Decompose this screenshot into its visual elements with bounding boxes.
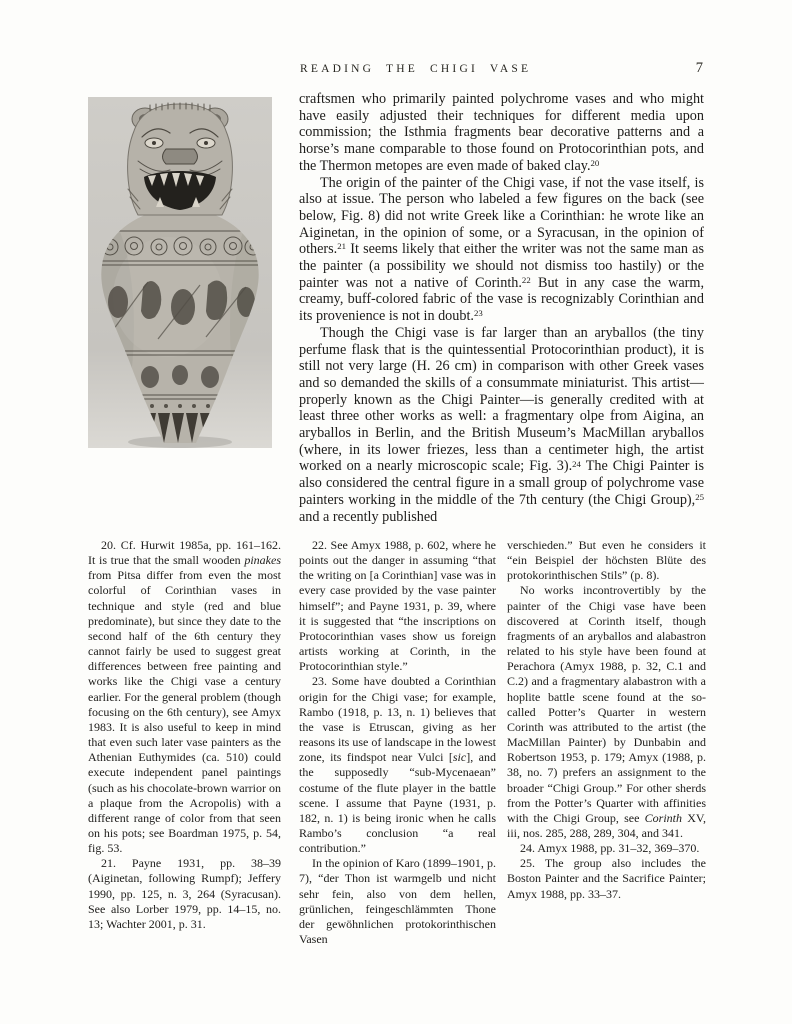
vase-illustration bbox=[88, 97, 272, 448]
footnote-22: 22. See Amyx 1988, p. 602, where he points out the danger in assuming “that the writing on [a Corinthian] vase was in every case provided by the vase painter himself”; and Payne 1931, p. 39, where it is suggested that “the inscriptions on Protocorinthian vases show us foreign artists working at Corinth, in the Protocorinthian style.” bbox=[299, 538, 496, 674]
body-text bbox=[299, 91, 704, 525]
footnote-column-1 bbox=[88, 538, 281, 932]
footnote-23: 23. Some have doubted a Corinthian origin for the Chigi vase; for example, Rambo (1918, p. 13, n. 1) believes that the vase is Etruscan, giving as her reasons its use of landscape in the lowest zone, its findspot near Vulci [sic], and the supposedly “sub-Mycenaean” costume of the flute player in the battle scene. I assume that Payne (1931, p. 182, n. 1) is being ironic when he calls Rambo’s conclusion “a real contribution.” bbox=[299, 674, 496, 856]
footnote-25: 25. The group also includes the Boston Painter and the Sacrifice Painter; Amyx 1988, pp. 33–37. bbox=[507, 856, 706, 901]
footnote-column-3 bbox=[507, 538, 706, 902]
body-paragraph: craftsmen who primarily painted polychrome vases and who might have easily adjusted their techniques for different media upon commission; the Isthmia fragments bear decorative patterns and a horse’s mane comparable to those found on Protocorinthian pots, and the Thermon metopes are even made of baked clay.$^{20}$ bbox=[299, 91, 704, 174]
running-head: READING THE CHIGI VASE bbox=[300, 63, 532, 75]
footnote-23-continuation: verschieden.” But even he considers it “ein Beispiel der höchsten Blüte des protokorinthischen Stils” (p. 8). bbox=[507, 538, 706, 583]
vase-photo bbox=[88, 97, 272, 448]
footnote-24: 24. Amyx 1988, pp. 31–32, 369–370. bbox=[520, 841, 700, 856]
footnote-23-continuation-2: No works incontrovertibly by the painter of the Chigi vase have been discovered at Corinth itself, though fragments of an aryballos and alabastron related to his style have been found at Perachora (Amyx 1988, p. 32, C.1 and C.2) and a fragmentary alabastron with a hoplite battle scene found at the so-called Potter’s Quarter in western Corinth was attributed to the artist (the MacMillan Painter) by Dunbabin and Robertson 1953, p. 179; Amyx (1988, p. 38, no. 7) prefers an assignment to the broader “Chigi Group.” For other sherds from the Potter’s Quarter with affinities with the Chigi Group, see Corinth XV, iii, nos. 285, 288, 289, 304, and 341. bbox=[507, 583, 706, 840]
lion-head bbox=[128, 103, 233, 215]
footnote-21: 21. Payne 1931, pp. 38–39 (Aiginetan, following Rumpf); Jeffery 1990, pp. 125, n. 3, 264 (Syracusan). See also Lorber 1979, pp. 14–15, no. 13; Wachter 2001, p. 31. bbox=[88, 856, 281, 931]
body-paragraph: Though the Chigi vase is far larger than an aryballos (the tiny perfume flask that is the quintessential Protocorinthian product), it is still not very large (H. 26 cm) in comparison with other Greek vases and so demanded the skills of a consummate miniaturist. This artist—properly known as the Chigi Painter—is generally credited with at least three other works as well: a fragmentary olpe from Aigina, an aryballos in Berlin, and the British Museum’s MacMillan aryballos (where, in its lower friezes, less than a centimeter high, the artist worked on a nearly microscopic scale; Fig. 3).$^{24}$ The Chigi Painter is also considered the central figure in a small group of polychrome vase painters working in the middle of the 7th century (the Chigi Group),$^{25}$ and a recently published bbox=[299, 324, 705, 525]
footnote-column-2 bbox=[299, 538, 496, 947]
page-number: 7 bbox=[695, 60, 703, 76]
footnote-20: 20. Cf. Hurwit 1985a, pp. 161–162. It is true that the small wooden pinakes from Pitsa differ from even the most colorful of Corinthian vases in technique and style (red and blue predominate), but since they date to the second half of the 6th century they cannot fairly be used to suggest great differences between free painting and works like the Chigi vase a century earlier. For the general problem (though focusing on the 6th century), see Amyx 1983. It is also useful to keep in mind that even such later vase painters as the Athenian Euthymides (ca. 510) could execute independent panel paintings (such as his chocolate-brown warrior on a plaque from the Acropolis) with a different range of color from that seen on his pots; see Boardman 1975, p. 54, fig. 53. bbox=[88, 538, 281, 856]
body-paragraph: The origin of the painter of the Chigi vase, if not the vase itself, is also at issue. The person who labeled a few figures on the back (see below, Fig. 8) did not write Greek like a Corinthian: he wrote like an Aiginetan, in the opinion of some, or a Syracusan, in the opinion of others.$^{21}$ It seems likely that either the writer was not the same man as the painter (a possibility we should not dismiss too hastily) or the painter was not a native of Corinth.$^{22}$ But in any case the warm, creamy, buff-colored fabric of the vase is recognizably Corinthian and its provenience is not in doubt.$^{23}$ bbox=[299, 174, 704, 325]
footnote-23-continued: In the opinion of Karo (1899–1901, p. 7), “der Thon ist warmgelb und nicht sehr fein, also von dem hellen, grünlichen, feingeschlämmten Thone der gewöhnlichen protokorinthischen Vasen bbox=[299, 856, 496, 947]
